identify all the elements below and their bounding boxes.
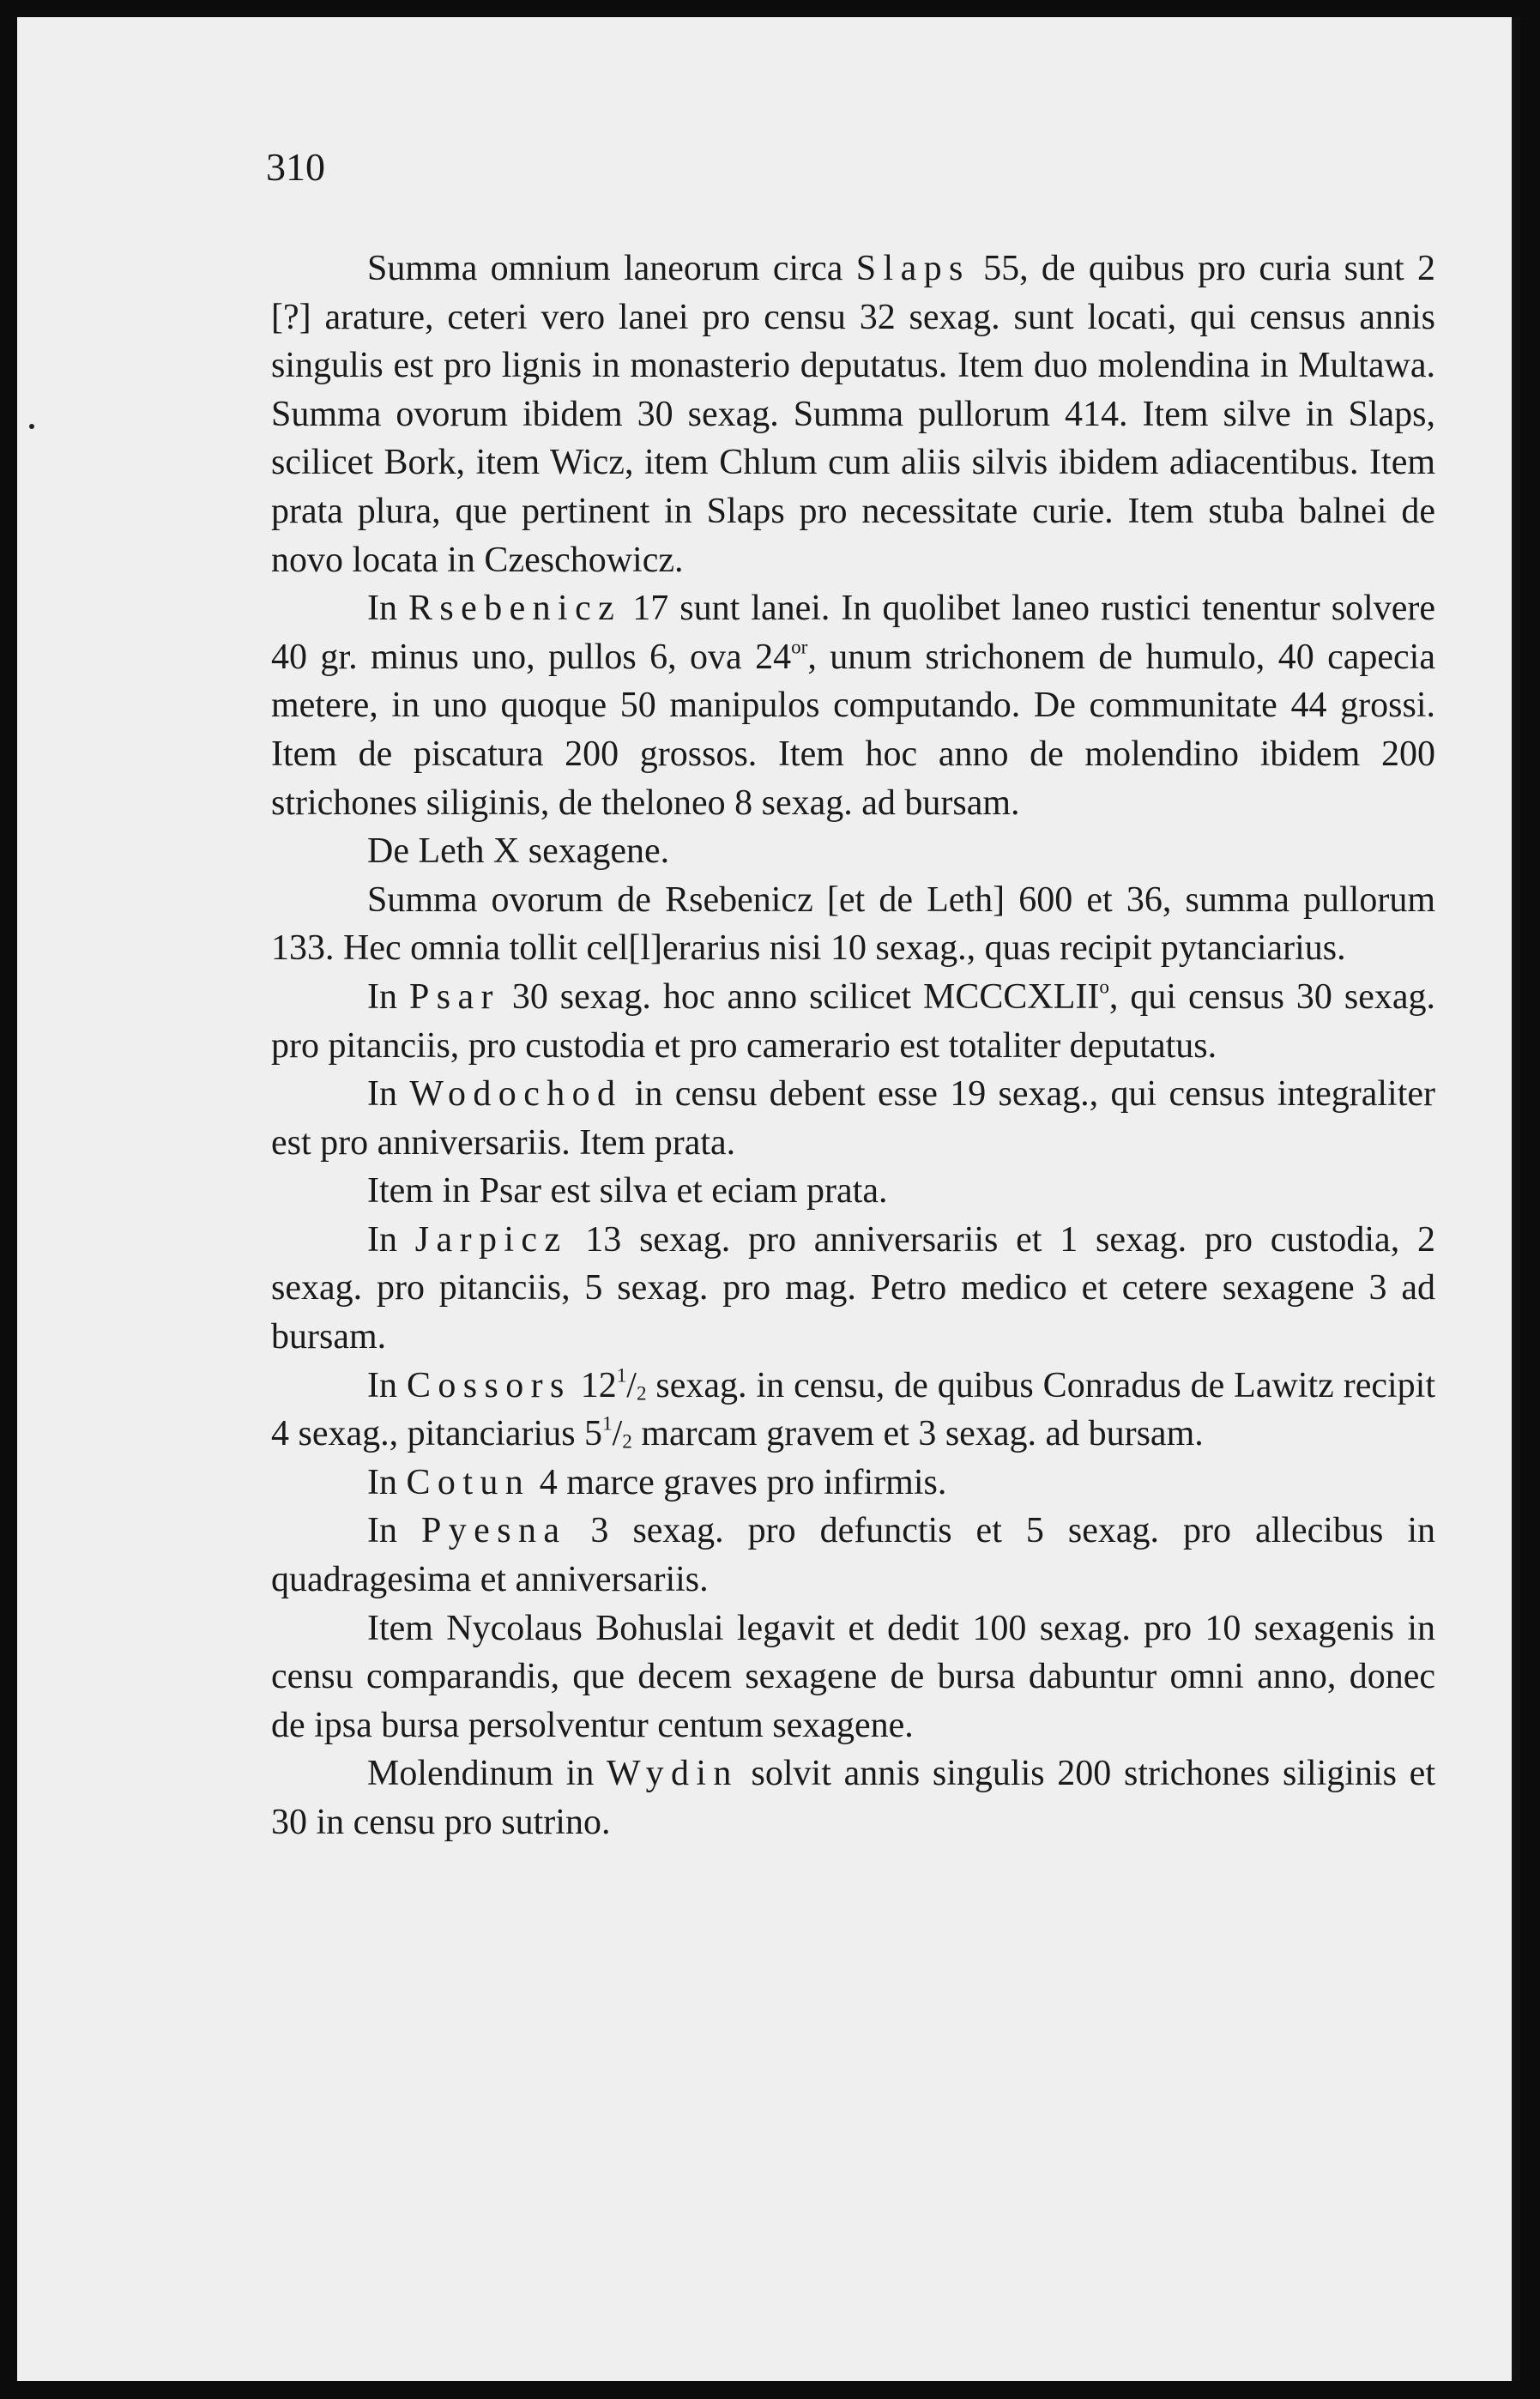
superscript: o	[1099, 975, 1109, 998]
paragraph-wodochod: In Wodochod in censu debent esse 19 sexag., qui census integraliter est pro anniversariis. Item prata.	[271, 1074, 1435, 1163]
fraction-denominator: 2	[636, 1381, 647, 1405]
paragraph-psar-silva: Item in Psar est silva et eciam prata.	[367, 1171, 888, 1212]
place-name: Wodochod	[409, 1074, 623, 1115]
paragraph-leth: De Leth X sexagene.	[367, 831, 670, 872]
fraction-numerator: 1	[602, 1411, 613, 1435]
fraction-numerator: 1	[616, 1363, 627, 1387]
paragraph-summa-ovorum: Summa ovorum de Rsebenicz [et de Leth] 600 et 36, summa pullorum 133. Hec omnia tollit cel[l]erarius nisi 10 sexag., quas recipit pytanciarius.	[271, 879, 1435, 969]
place-name: Cossors	[406, 1365, 571, 1405]
paragraph-nycolaus: Item Nycolaus Bohuslai legavit et dedit 100 sexag. pro 10 sexagenis in censu comparandis, que decem sexagene de bursa dabuntur omni anno, donec de ipsa bursa persolventur centum sexagene.	[271, 1608, 1435, 1745]
place-name: Jarpicz	[414, 1219, 568, 1260]
paragraph-slaps: Summa omnium laneorum circa Slaps 55, de quibus pro curia sunt 2 [?] arature, ceteri vero lanei pro censu 32 sexag. sunt locati, qui census annis singulis est pro lignis in monasterio deputatus. Item duo molendina in Multawa. Summa ovorum ibidem 30 sexag. Summa pullorum 414. Item silve in Slaps, scilicet Bork, item Wicz, item Chlum cum aliis silvis ibidem adiacentibus. Item prata plura, que pertinent in Slaps pro necessitate curie. Item stuba balnei de novo locata in Czeschowicz.	[271, 249, 1435, 580]
margin-speck	[29, 424, 34, 429]
place-name: Wydin	[607, 1754, 739, 1794]
superscript: or	[791, 635, 808, 658]
paragraph-cossors: In Cossors $12^1/_2$ sexag. in censu, de quibus Conradus de Lawitz recipit 4 sexag., pitanciarius $5^1/_2$ marcam gravem et 3 sexag. ad bursam.	[271, 1363, 1436, 1454]
fraction-denominator: 2	[622, 1429, 632, 1453]
paragraph-wydin: Molendinum in Wydin solvit annis singulis 200 strichones siliginis et 30 in censu pro sutrino.	[271, 1754, 1435, 1842]
page-number: 310	[266, 145, 325, 189]
page-edge-shadow	[1512, 17, 1520, 2381]
paragraph-pyesna: In Pyesna 3 sexag. pro defunctis et 5 sexag. pro allecibus in quadragesima et anniversariis.	[271, 1511, 1435, 1600]
scanned-page	[17, 17, 1520, 2381]
place-name: Pyesna	[421, 1511, 567, 1551]
paragraph-psar: In Psar 30 sexag. hoc anno scilicet MCCCXLII$^o$, qui census 30 sexag. pro pitanciis, pro custodia et pro camerario est totaliter deputatus.	[271, 975, 1435, 1066]
place-name: Rsebenicz	[408, 589, 622, 629]
paragraph-jarpicz: In Jarpicz 13 sexag. pro anniversariis et 1 sexag. pro custodia, 2 sexag. pro pitanciis, 5 sexag. pro mag. Petro medico et cetere sexagene 3 ad bursam.	[271, 1219, 1435, 1357]
place-name: Psar	[408, 976, 500, 1017]
place-name: Slaps	[855, 249, 970, 288]
paragraph-cotun: In Cotun 4 marce graves pro infirmis.	[367, 1462, 947, 1502]
place-name: Cotun	[406, 1462, 531, 1502]
paragraph-rsebenicz: In Rsebenicz 17 sunt lanei. In quolibet laneo rustici tenentur solvere 40 gr. minus uno, pullos 6, ova $24^{or}$, unum strichonem de humulo, 40 capecia metere, in uno quoque 50 manipulos computando. De communitate 44 grossi. Item de piscatura 200 grossos. Item hoc anno de molendino ibidem 200 strichones siliginis, de theloneo 8 sexag. ad bursam.	[271, 589, 1435, 823]
body-text	[271, 245, 1435, 1847]
